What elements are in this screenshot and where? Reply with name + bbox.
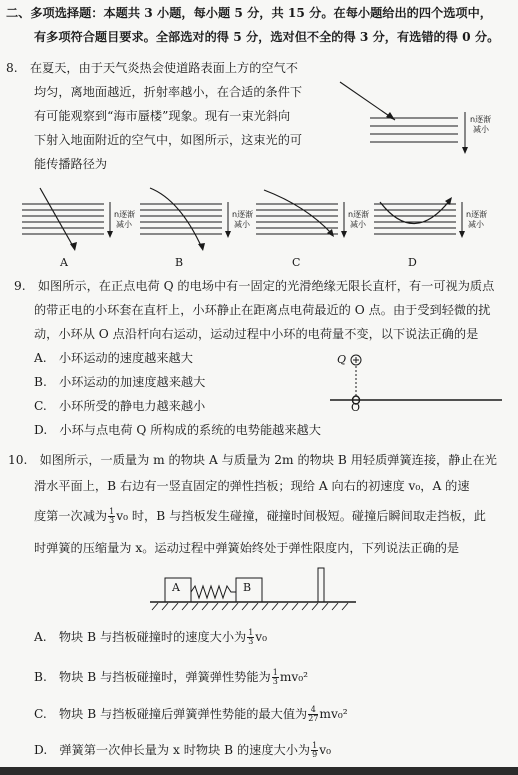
q8-line: 有可能观察到“海市蜃楼”现象。现有一束光斜向 [34,109,291,123]
q8-line: 下射入地面附近的空气中，如图所示，这束光的可 [34,133,303,147]
q10-option-a[interactable]: A. 物块 B 与挡板碰撞时的速度大小为 $\frac{1}{3}$ v₀ [34,628,268,646]
q10-option-d[interactable]: D. 弹簧第一次伸长量为 x 时物块 B 的速度大小为 $\frac{1}{9}$ v₀ [34,741,331,759]
q8-main-figure [340,70,490,160]
q10-figure [150,566,370,612]
q8-option-c-n-label2: 减小 [350,220,366,229]
q10-option-c[interactable]: C. 物块 B 与挡板碰撞后弹簧弹性势能的最大值为 $\frac{4}{27}$ mv₀² [34,705,348,723]
q8-option-d-n-label2: 减小 [468,220,484,229]
q9-option-a[interactable]: A. 小环运动的速度越来越大 [34,351,193,365]
q10-line: 10. 如图所示，一质量为 m 的物块 A 与质量为 2m 的物块 B 用轻质弹簧连接，静止在光 [8,453,497,467]
q8-option-a-n-label: n逐渐 [114,210,136,219]
q8-option-c-label[interactable]: C [292,256,301,269]
q8-option-d-n-label: n逐渐 [466,210,488,219]
q10-line [34,508,486,525]
q9-line: 的带正电的小环套在直杆上，小环静止在距离点电荷最近的 O 点。由于受到轻微的扰 [34,303,491,317]
q8-line: 能传播路径为 [34,157,108,171]
q8-option-d-label[interactable]: D [408,256,417,269]
q9-option-b[interactable]: B. 小环运动的加速度越来越大 [34,375,206,389]
q10-line3-pre: 度第一次减为 [34,509,108,523]
q8-option-c-n-label: n逐渐 [348,210,370,219]
q8-option-b-figure [140,188,240,258]
q8-line: 8. 在夏天，由于天气炎热会使道路表面上方的空气不 [6,61,298,75]
q10-line: 滑水平面上，B 右边有一竖直固定的弹性挡板；现给 A 向右的初速度 v₀，A 的速 [34,479,470,493]
q9-option-c[interactable]: C. 小环所受的静电力越来越小 [34,399,206,413]
q10-line: 时弹簧的压缩量为 x。运动过程中弹簧始终处于弹性限度内，下列说法正确的是 [34,541,460,555]
q8-option-c-figure [256,188,356,258]
q8-option-a-n-label2: 减小 [116,220,132,229]
q8-option-b-n-label: n逐渐 [232,210,254,219]
q10-option-b[interactable]: B. 物块 B 与挡板碰撞时，弹簧弹性势能为 $\frac{1}{3}$ mv₀² [34,668,309,686]
q10-line3-post: v₀ 时，B 与挡板发生碰撞，碰撞时间极短。碰撞后瞬间取走挡板，此 [116,509,486,523]
q9-point-label: O [351,401,361,414]
section-header-line2: 有多项符合题目要求。全部选对的得 5 分，选对但不全的得 3 分，有选错的得 0 分。 [34,30,500,44]
q10-line3-fraction: $\frac{1}{3}$ [109,507,115,525]
page-bottom-edge [0,767,518,775]
q8-line: 均匀，离地面越近，折射率越小，在合适的条件下 [34,85,303,99]
q8-option-b-n-label2: 减小 [234,220,250,229]
q10-block-a-label: A [172,581,180,594]
q8-option-a-figure [22,188,122,258]
q9-line: 动，小环从 O 点沿杆向右运动，运动过程中小环的电荷量不变，以下说法正确的是 [34,327,479,341]
q9-option-d[interactable]: D. 小环与点电荷 Q 所构成的系统的电势能越来越大 [34,423,321,437]
q8-option-a-label[interactable]: A [60,256,68,269]
q8-main-n-label2: 减小 [473,125,489,134]
q9-line: 9. 如图所示，在正点电荷 Q 的电场中有一固定的光滑绝缘无限长直杆，有一可视为质点 [14,279,495,293]
q8-main-n-label: n逐渐 [470,115,492,124]
q10-block-b-label: B [243,581,252,594]
q8-option-d-figure [374,188,474,258]
q8-option-b-label[interactable]: B [175,256,184,269]
q9-charge-label: Q [337,353,347,366]
section-header-line1: 二、多项选择题：本题共 3 小题，每小题 5 分，共 15 分。在每小题给出的四个选项中， [6,6,492,20]
